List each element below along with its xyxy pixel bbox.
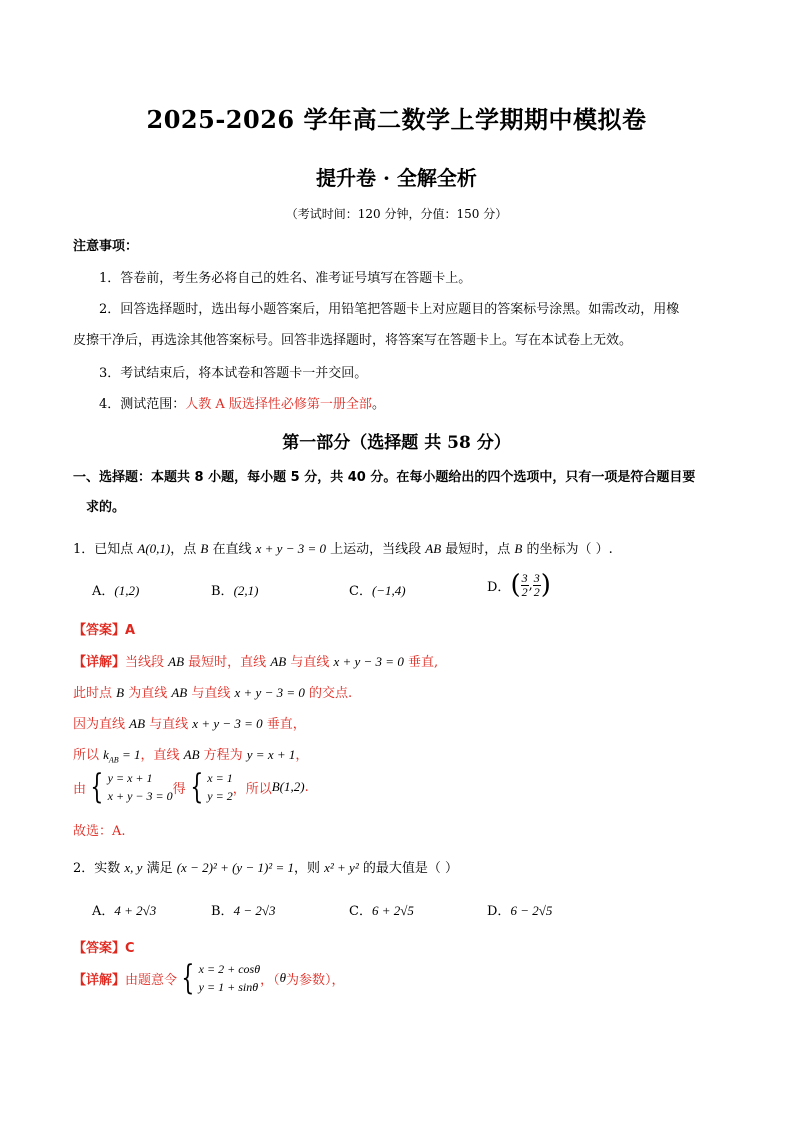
option-label: D．: [487, 579, 511, 595]
segment-ab: AB: [129, 716, 146, 731]
q2-text: 的最大值是（ ）: [358, 861, 458, 876]
segment-ab: AB: [171, 685, 188, 700]
line-equation: x + y − 3 = 0: [234, 685, 305, 700]
brace-icon: {: [181, 958, 195, 998]
notice-heading: 注意事项：: [73, 239, 139, 254]
q1-segment-ab: AB: [425, 541, 442, 556]
detail-text: 为参数），: [286, 972, 345, 988]
q1-detail-line4: [73, 744, 308, 765]
q2-condition: (x − 2)² + (y − 1)² = 1: [176, 860, 294, 875]
line-ab-equation: y = x + 1: [246, 747, 296, 762]
question-1-stem: [73, 538, 613, 557]
detail-text: 方程为: [199, 748, 247, 763]
page-title: 2025-2026 学年高二数学上学期期中模拟卷: [146, 105, 647, 134]
option-value: (1,2): [114, 583, 140, 598]
theta-symbol: θ: [279, 970, 286, 985]
comma: ,: [528, 577, 533, 593]
q1-option-c: [349, 580, 406, 599]
option-value: 6 − 2√5: [510, 903, 553, 918]
page-subtitle: 提升卷 · 全解全析: [316, 166, 477, 190]
point-b: B: [116, 685, 125, 700]
section-instructions-line2: 求的。: [86, 500, 126, 515]
option-value: 6 + 2√5: [371, 903, 414, 918]
option-value: (2,1): [233, 583, 259, 598]
system-eq: x = 1: [207, 771, 233, 785]
parametric-system: [177, 960, 260, 996]
segment-ab: AB: [183, 747, 200, 762]
q2-option-d: [487, 900, 552, 919]
q1-text: ，点: [170, 542, 201, 557]
denominator: 2: [533, 584, 540, 599]
q2-text: 满足: [142, 861, 177, 876]
detail-text: 垂直，: [262, 717, 306, 732]
numerator: 3: [533, 570, 540, 585]
exam-time-info: （考试时间：120 分钟，分值：150 分）: [285, 207, 508, 221]
detail-text: 与直线: [187, 686, 235, 701]
detail-text: ，所以: [232, 781, 272, 797]
detail-text: 最短时，直线: [184, 655, 271, 670]
option-label: B．: [211, 904, 234, 919]
q1-line-equation: x + y − 3 = 0: [255, 541, 326, 556]
q2-detail-line1: [73, 960, 345, 996]
line-equation: x + y − 3 = 0: [333, 654, 404, 669]
detail-text: 所以: [73, 748, 104, 763]
q2-answer: 【答案】C: [73, 941, 135, 956]
detail-text: 因为直线: [73, 717, 130, 732]
system-eq: y = 2: [207, 789, 233, 803]
option-label: B．: [211, 584, 234, 599]
option-value: (−1,4): [371, 583, 406, 598]
question-2-stem: [73, 857, 458, 876]
system-lines: [207, 769, 232, 805]
paren-close: ): [540, 570, 551, 600]
detail-tag: 【详解】: [73, 655, 126, 670]
option-label: A．: [92, 584, 115, 599]
segment-ab: AB: [168, 654, 185, 669]
option-value: 4 − 2√3: [233, 903, 276, 918]
q1-point-b: B: [514, 541, 523, 556]
test-scope: 人教 A 版选择性必修第一册全部: [185, 397, 372, 412]
detail-text: 为直线: [124, 686, 172, 701]
system-eq: x + y − 3 = 0: [107, 789, 173, 803]
q1-option-a: [92, 580, 139, 599]
system-eq: x = 2 + cosθ: [198, 962, 261, 976]
q2-vars: x, y: [124, 860, 143, 875]
notice-item-4-prefix: 4．测试范围：: [99, 397, 186, 412]
notice-item-2-line2: 皮擦干净后，再选涂其他答案标号。回答非选择题时，将答案写在答题卡上。写在本试卷上无效。: [73, 333, 633, 348]
fraction: [521, 572, 529, 599]
q1-detail-line5: [73, 769, 309, 805]
system-eq: y = x + 1: [107, 771, 153, 785]
equation-system-2: [186, 769, 233, 805]
fraction: [533, 572, 541, 599]
q1-text: 最短时，点: [441, 542, 515, 557]
notice-item-3: 3．考试结束后，将本试卷和答题卡一并交回。: [99, 366, 368, 381]
option-value: 4 + 2√3: [114, 903, 157, 918]
detail-text: 此时点: [73, 686, 117, 701]
q1-final-choice: 故选：A.: [73, 824, 126, 839]
notice-item-2-line1: 2．回答选择题时，选出每小题答案后，用铅笔把答题卡上对应题目的答案标号涂黑。如需改动，用橡: [99, 302, 680, 317]
q1-text: 的坐标为（ ）.: [522, 542, 613, 557]
system-lines: [108, 769, 173, 805]
point-b-result: B(1,2): [271, 779, 305, 794]
section-instructions-line1: 一、选择题：本题共 8 小题，每小题 5 分，共 40 分。在每小题给出的四个选项中，只有一项是符合题目要: [73, 470, 696, 485]
q1-option-d: [487, 570, 551, 600]
option-label: A．: [92, 904, 115, 919]
option-label: C．: [349, 584, 372, 599]
system-eq: y = 1 + sinθ: [198, 980, 259, 994]
q1-point-a: A(0,1): [137, 541, 171, 556]
detail-text: 由: [73, 781, 87, 797]
line-equation: x + y − 3 = 0: [192, 716, 263, 731]
detail-tag: 【详解】: [73, 972, 126, 988]
denominator: 2: [521, 584, 528, 599]
q1-detail-line2: [73, 682, 352, 701]
q2-target: x² + y²: [324, 860, 359, 875]
option-label: D．: [487, 904, 511, 919]
detail-text: 由题意令: [125, 972, 178, 988]
q2-text: ，则: [293, 861, 325, 876]
detail-text: 的交点.: [304, 686, 353, 701]
numerator: 3: [521, 570, 528, 585]
segment-ab: AB: [270, 654, 287, 669]
detail-text: 与直线: [286, 655, 334, 670]
notice-item-4: [99, 396, 385, 414]
equation-system-1: [86, 769, 173, 805]
system-lines: [199, 960, 260, 996]
q1-option-b: [211, 580, 258, 599]
slope-symbol: k: [103, 747, 109, 762]
q1-answer: 【答案】A: [73, 623, 136, 638]
paren-open: (: [510, 570, 521, 600]
option-label: C．: [349, 904, 372, 919]
brace-icon: {: [90, 767, 104, 807]
notice-item-1: 1．答卷前，考生务必将自己的姓名、准考证号填写在答题卡上。: [99, 271, 472, 286]
detail-text: 与直线: [145, 717, 193, 732]
q1-text: 上运动，当线段: [325, 542, 426, 557]
section-title: 第一部分（选择题 共 58 分）: [282, 433, 511, 453]
q2-text: 2．实数: [73, 861, 125, 876]
q2-option-a: [92, 900, 156, 919]
q1-text: 1．已知点: [73, 542, 138, 557]
brace-icon: {: [189, 767, 203, 807]
detail-text: 垂直,: [403, 655, 439, 670]
q1-detail-line1: [73, 651, 438, 670]
detail-text: 当线段: [125, 655, 169, 670]
detail-text: ，: [295, 748, 309, 763]
detail-text: ，直线: [140, 748, 184, 763]
slope-subscript: AB: [108, 755, 119, 765]
q1-detail-line3: [73, 713, 306, 732]
detail-text: 得: [172, 781, 186, 797]
notice-item-4-suffix: 。: [371, 397, 385, 412]
q2-option-b: [211, 900, 275, 919]
detail-text: .: [304, 779, 309, 795]
q1-point-b: B: [200, 541, 209, 556]
slope-value: = 1: [118, 747, 141, 762]
q1-text: 在直线: [208, 542, 256, 557]
detail-text: ，（: [260, 972, 280, 988]
q2-option-c: [349, 900, 414, 919]
slope-kab: [103, 747, 141, 765]
